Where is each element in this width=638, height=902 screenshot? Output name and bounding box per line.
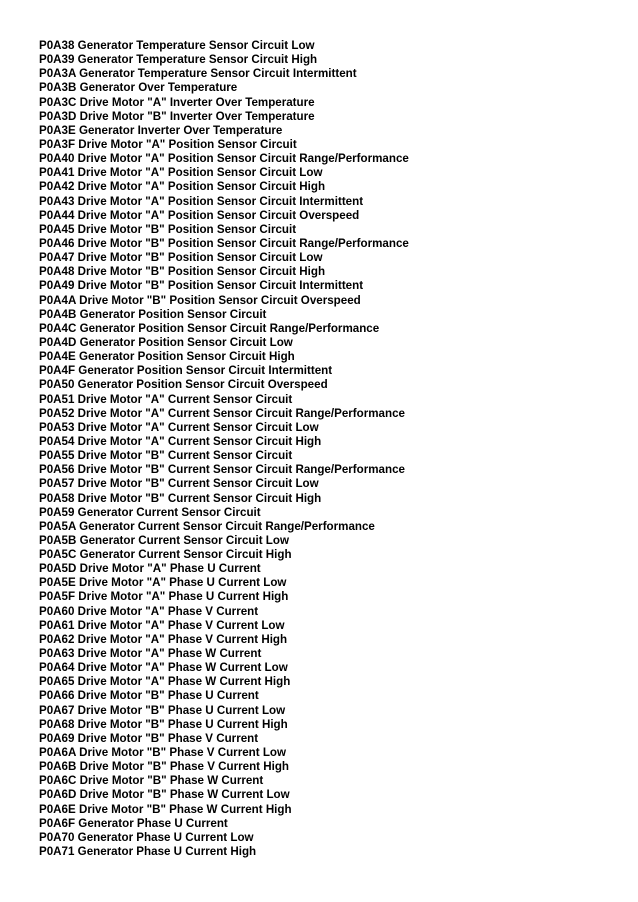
trouble-code-line: P0A4E Generator Position Sensor Circuit High — [39, 350, 295, 364]
trouble-code-line: P0A6F Generator Phase U Current — [39, 816, 228, 830]
trouble-code-line: P0A5C Generator Current Sensor Circuit High — [39, 548, 292, 562]
trouble-code-line: P0A5A Generator Current Sensor Circuit Range/Performance — [39, 519, 375, 533]
trouble-code-line: P0A66 Drive Motor "B" Phase U Current — [39, 689, 259, 703]
trouble-code-line: P0A5E Drive Motor "A" Phase U Current Low — [39, 576, 287, 590]
trouble-code-line: P0A58 Drive Motor "B" Current Sensor Circuit High — [39, 491, 322, 505]
trouble-code-line: P0A3A Generator Temperature Sensor Circuit Intermittent — [39, 67, 357, 81]
trouble-code-line: P0A56 Drive Motor "B" Current Sensor Circuit Range/Performance — [39, 463, 405, 477]
trouble-code-line: P0A42 Drive Motor "A" Position Sensor Circuit High — [39, 180, 326, 194]
trouble-code-line: P0A40 Drive Motor "A" Position Sensor Circuit Range/Performance — [39, 152, 409, 166]
trouble-code-line: P0A68 Drive Motor "B" Phase U Current High — [39, 717, 288, 731]
trouble-code-line: P0A55 Drive Motor "B" Current Sensor Circuit — [39, 449, 293, 463]
trouble-code-line: P0A5D Drive Motor "A" Phase U Current — [39, 562, 261, 576]
trouble-code-line: P0A43 Drive Motor "A" Position Sensor Circuit Intermittent — [39, 194, 364, 208]
trouble-code-line: P0A41 Drive Motor "A" Position Sensor Circuit Low — [39, 166, 323, 180]
trouble-code-line: P0A4B Generator Position Sensor Circuit — [39, 307, 267, 321]
trouble-code-line: P0A62 Drive Motor "A" Phase V Current High — [39, 632, 288, 646]
trouble-code-line: P0A3B Generator Over Temperature — [39, 81, 238, 95]
trouble-code-line: P0A69 Drive Motor "B" Phase V Current — [39, 731, 259, 745]
trouble-code-line: P0A6D Drive Motor "B" Phase W Current Low — [39, 788, 290, 802]
trouble-code-line: P0A44 Drive Motor "A" Position Sensor Circuit Overspeed — [39, 208, 360, 222]
trouble-code-line: P0A65 Drive Motor "A" Phase W Current High — [39, 675, 291, 689]
trouble-code-line: P0A61 Drive Motor "A" Phase V Current Low — [39, 618, 285, 632]
trouble-code-line: P0A64 Drive Motor "A" Phase W Current Low — [39, 661, 288, 675]
trouble-code-line: P0A53 Drive Motor "A" Current Sensor Circuit Low — [39, 420, 319, 434]
trouble-code-line: P0A4F Generator Position Sensor Circuit Intermittent — [39, 364, 333, 378]
trouble-code-line: P0A5B Generator Current Sensor Circuit Low — [39, 533, 289, 547]
trouble-code-line: P0A4C Generator Position Sensor Circuit Range/Performance — [39, 321, 380, 335]
trouble-code-line: P0A71 Generator Phase U Current High — [39, 845, 257, 859]
trouble-code-line: P0A6C Drive Motor "B" Phase W Current — [39, 774, 264, 788]
trouble-code-line: P0A51 Drive Motor "A" Current Sensor Circuit — [39, 392, 293, 406]
trouble-code-line: P0A3D Drive Motor "B" Inverter Over Temperature — [39, 109, 315, 123]
trouble-code-line: P0A46 Drive Motor "B" Position Sensor Circuit Range/Performance — [39, 236, 409, 250]
trouble-code-line: P0A6A Drive Motor "B" Phase V Current Low — [39, 746, 286, 760]
trouble-code-line: P0A45 Drive Motor "B" Position Sensor Circuit — [39, 222, 297, 236]
trouble-code-line: P0A52 Drive Motor "A" Current Sensor Circuit Range/Performance — [39, 406, 405, 420]
trouble-code-line: P0A49 Drive Motor "B" Position Sensor Circuit Intermittent — [39, 279, 364, 293]
trouble-code-line: P0A6B Drive Motor "B" Phase V Current High — [39, 760, 290, 774]
trouble-code-line: P0A47 Drive Motor "B" Position Sensor Circuit Low — [39, 251, 323, 265]
trouble-code-line: P0A50 Generator Position Sensor Circuit Overspeed — [39, 378, 328, 392]
trouble-code-line: P0A39 Generator Temperature Sensor Circuit High — [39, 53, 318, 67]
trouble-code-line: P0A6E Drive Motor "B" Phase W Current High — [39, 802, 292, 816]
trouble-code-line: P0A38 Generator Temperature Sensor Circuit Low — [39, 39, 315, 52]
trouble-code-list — [39, 39, 409, 859]
trouble-code-line: P0A63 Drive Motor "A" Phase W Current — [39, 647, 262, 661]
trouble-code-line: P0A5F Drive Motor "A" Phase U Current High — [39, 590, 289, 604]
trouble-code-line: P0A67 Drive Motor "B" Phase U Current Low — [39, 703, 286, 717]
trouble-code-line: P0A4A Drive Motor "B" Position Sensor Circuit Overspeed — [39, 293, 361, 307]
trouble-code-line: P0A48 Drive Motor "B" Position Sensor Circuit High — [39, 265, 326, 279]
trouble-code-line: P0A3F Drive Motor "A" Position Sensor Circuit — [39, 137, 297, 151]
trouble-code-line: P0A3E Generator Inverter Over Temperature — [39, 123, 283, 137]
trouble-code-line: P0A60 Drive Motor "A" Phase V Current — [39, 604, 259, 618]
trouble-code-line: P0A57 Drive Motor "B" Current Sensor Circuit Low — [39, 477, 319, 491]
trouble-code-line: P0A4D Generator Position Sensor Circuit Low — [39, 335, 293, 349]
trouble-code-line: P0A70 Generator Phase U Current Low — [39, 830, 254, 844]
trouble-code-line: P0A3C Drive Motor "A" Inverter Over Temperature — [39, 95, 315, 109]
trouble-code-line: P0A59 Generator Current Sensor Circuit — [39, 505, 261, 519]
trouble-code-line: P0A54 Drive Motor "A" Current Sensor Circuit High — [39, 434, 322, 448]
